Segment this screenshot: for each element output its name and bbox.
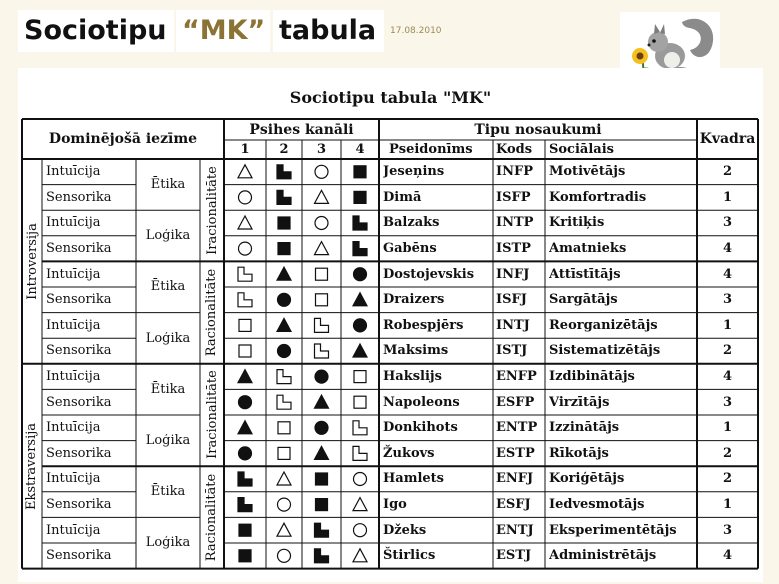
rationality-label-cell [200,364,224,466]
header-dominant: Dominējošā iezīme [48,131,198,147]
perception-label: Intuīcija [46,266,101,282]
l-solid-icon [353,242,367,256]
pseudonym-cell: Štirlics [383,548,436,564]
rationality-label-cell [200,261,224,363]
rationality-label: Racionalitāte [204,268,220,357]
group-label: Ekstraversija [24,422,40,510]
triangle-solid-icon [238,421,252,434]
square-solid-icon [316,473,328,485]
social-role-cell: Sargātājs [549,292,618,308]
pseudonym-cell: Balzaks [383,215,440,231]
perception-label: Intuīcija [46,420,101,436]
subgroup-label: Loģika [145,228,191,244]
perception-label: Sensorika [46,241,112,257]
quadra-cell: 4 [722,369,733,385]
quadra-cell: 1 [722,420,733,436]
triangle-solid-icon [353,344,367,357]
triangle-solid-icon [277,318,291,331]
l-solid-icon [277,165,291,179]
header-pseudonym: Pseidonīms [389,142,473,157]
pseudonym-cell: Napoleons [383,394,460,410]
type-code-cell: ENFP [496,369,537,385]
l-solid-icon [238,498,252,512]
quadra-cell: 1 [722,317,733,333]
circle-solid-icon [278,345,291,358]
quadra-cell: 4 [722,266,733,282]
perception-label: Intuīcija [46,164,101,180]
quadra-cell: 2 [722,471,733,487]
social-role-cell: Koriģētājs [549,471,625,487]
type-code-cell: ISTJ [496,343,528,359]
perception-label: Sensorika [46,292,112,308]
quadra-cell: 2 [722,164,733,180]
rationality-label: Iracionalitāte [204,165,220,255]
subgroup-label: Ētika [150,381,186,397]
circle-outline-icon [315,165,328,178]
pseudonym-cell: Žukovs [383,445,435,461]
social-role-cell: Rīkotājs [549,445,609,461]
quadra-cell: 1 [722,497,733,513]
pseudonym-cell: Draizers [383,292,445,308]
circle-outline-icon [354,473,367,486]
social-role-cell: Virzītājs [549,394,610,410]
triangle-outline-icon [277,472,291,485]
quadra-cell: 3 [722,292,733,308]
header-channel-number: 2 [279,142,289,157]
pseudonym-cell: Hakslijs [383,369,442,385]
type-code-cell: INTP [496,215,534,231]
square-solid-icon [354,191,366,203]
triangle-outline-icon [353,498,367,511]
type-code-cell: INFJ [496,266,530,282]
social-role-cell: Komfortradis [549,189,647,205]
subgroup-label: Ētika [150,177,186,193]
quadra-cell: 3 [722,215,733,231]
header-type-names: Tipu nosaukumi [474,121,602,138]
type-code-cell: ESFP [496,394,535,410]
l-outline-icon [277,370,291,384]
perception-label: Sensorika [46,343,112,359]
square-outline-icon [239,319,251,331]
social-role-cell: Eksperimentētājs [549,522,677,538]
circle-solid-icon [354,319,367,332]
date-label: 17.08.2010 [390,26,442,36]
social-role-cell: Izzinātājs [549,420,620,436]
quadra-cell: 1 [722,189,733,205]
l-outline-icon [353,421,367,435]
type-code-cell: ESTP [496,445,535,461]
rationality-label: Iracionalitāte [204,370,220,460]
square-outline-icon [354,396,366,408]
perception-label: Sensorika [46,548,112,564]
header-channel-number: 1 [240,142,250,157]
l-outline-icon [238,293,252,307]
header-channels: Psihes kanāli [249,121,354,138]
square-outline-icon [316,268,328,280]
l-solid-icon [277,190,291,204]
quadra-cell: 2 [722,343,733,359]
page-title-part-1: Sociotipu [18,10,174,52]
type-code-cell: ISFJ [496,292,527,308]
quadra-cell: 3 [722,522,733,538]
circle-outline-icon [278,549,291,562]
rationality-label-cell [200,159,224,261]
perception-label: Sensorika [46,394,112,410]
group-label-cell [22,364,42,569]
square-outline-icon [316,294,328,306]
type-code-cell: ENTJ [496,522,534,538]
pseudonym-cell: Maksims [383,343,449,359]
l-outline-icon [238,267,252,281]
circle-solid-icon [315,421,328,434]
pseudonym-cell: Donkihots [383,420,458,436]
rationality-label-cell [200,466,224,568]
quadra-cell: 3 [722,394,733,410]
perception-label: Sensorika [46,189,112,205]
perception-label: Intuīcija [46,369,101,385]
header-quadra: Kvadra [699,131,756,147]
circle-solid-icon [239,396,252,409]
quadra-cell: 4 [722,548,733,564]
social-role-cell: Amatnieks [549,241,627,257]
type-code-cell: ENTP [496,420,538,436]
triangle-outline-icon [315,242,329,255]
triangle-solid-icon [277,267,291,280]
subgroup-label: Loģika [145,330,191,346]
triangle-outline-icon [277,523,291,536]
perception-label: Intuīcija [46,471,101,487]
header-code: Kods [496,142,533,157]
triangle-outline-icon [315,190,329,203]
pseudonym-cell: Igo [383,497,407,513]
square-outline-icon [278,422,290,434]
header-channel-number: 4 [355,142,365,157]
triangle-outline-icon [238,216,252,229]
type-code-cell: INTJ [496,317,530,333]
square-outline-icon [354,371,366,383]
page-title-part-3: tabula [273,10,384,52]
square-solid-icon [316,499,328,511]
circle-outline-icon [278,498,291,511]
l-outline-icon [353,446,367,460]
circle-solid-icon [278,293,291,306]
social-role-cell: Kritiķis [549,215,605,231]
type-code-cell: ENFJ [496,471,534,487]
group-label-cell [22,159,42,364]
perception-label: Intuīcija [46,215,101,231]
square-solid-icon [278,243,290,255]
subgroup-label: Ētika [150,484,186,500]
quadra-cell: 4 [722,241,733,257]
square-solid-icon [354,166,366,178]
subgroup-label: Ētika [150,279,186,295]
square-solid-icon [239,524,251,536]
circle-outline-icon [354,524,367,537]
pseudonym-cell: Jeseņins [383,164,445,180]
l-solid-icon [315,523,329,537]
circle-outline-icon [239,242,252,255]
type-code-cell: ESFJ [496,497,531,513]
square-solid-icon [239,550,251,562]
triangle-outline-icon [353,549,367,562]
header-channel-number: 3 [316,142,327,157]
rationality-label: Racionalitāte [204,473,220,562]
l-solid-icon [315,549,329,563]
pseudonym-cell: Dostojevskis [383,266,475,282]
triangle-outline-icon [238,165,252,178]
pseudonym-cell: Robespjērs [383,317,464,333]
pseudonym-cell: Dimā [383,189,422,205]
circle-solid-icon [239,447,252,460]
pseudonym-cell: Džeks [383,522,427,538]
social-role-cell: Reorganizētājs [549,317,658,333]
header-social: Sociālais [549,142,614,157]
pseudonym-cell: Gabēns [383,241,437,257]
type-code-cell: INFP [496,164,533,180]
l-outline-icon [315,344,329,358]
perception-label: Sensorika [46,445,112,461]
square-outline-icon [278,447,290,459]
quadra-cell: 2 [722,445,733,461]
perception-label: Sensorika [46,497,112,513]
triangle-solid-icon [353,293,367,306]
circle-solid-icon [354,268,367,281]
square-solid-icon [278,217,290,229]
l-solid-icon [238,472,252,486]
circle-outline-icon [315,217,328,230]
type-code-cell: ISTP [496,241,531,257]
subgroup-label: Loģika [145,535,191,551]
pseudonym-cell: Hamlets [383,471,444,487]
social-role-cell: Sistematizētājs [549,343,661,359]
social-role-cell: Motivētājs [549,164,626,180]
l-outline-icon [277,395,291,409]
page-title-part-2: “MK” [176,10,270,52]
triangle-solid-icon [238,370,252,383]
l-solid-icon [353,216,367,230]
subgroup-label: Loģika [145,433,191,449]
circle-solid-icon [315,370,328,383]
type-code-cell: ESTJ [496,548,532,564]
social-role-cell: Izdibinātājs [549,369,635,385]
perception-label: Intuīcija [46,317,101,333]
circle-outline-icon [239,191,252,204]
triangle-solid-icon [315,446,329,459]
social-role-cell: Iedvesmotājs [549,497,645,513]
perception-label: Intuīcija [46,522,101,538]
social-role-cell: Attīstītājs [549,266,621,282]
square-outline-icon [239,345,251,357]
group-label: Introversija [24,223,40,300]
social-role-cell: Administrētājs [549,548,657,564]
l-outline-icon [315,318,329,332]
table-title: Sociotipu tabula "MK" [289,88,492,107]
type-code-cell: ISFP [496,189,531,205]
triangle-solid-icon [315,395,329,408]
